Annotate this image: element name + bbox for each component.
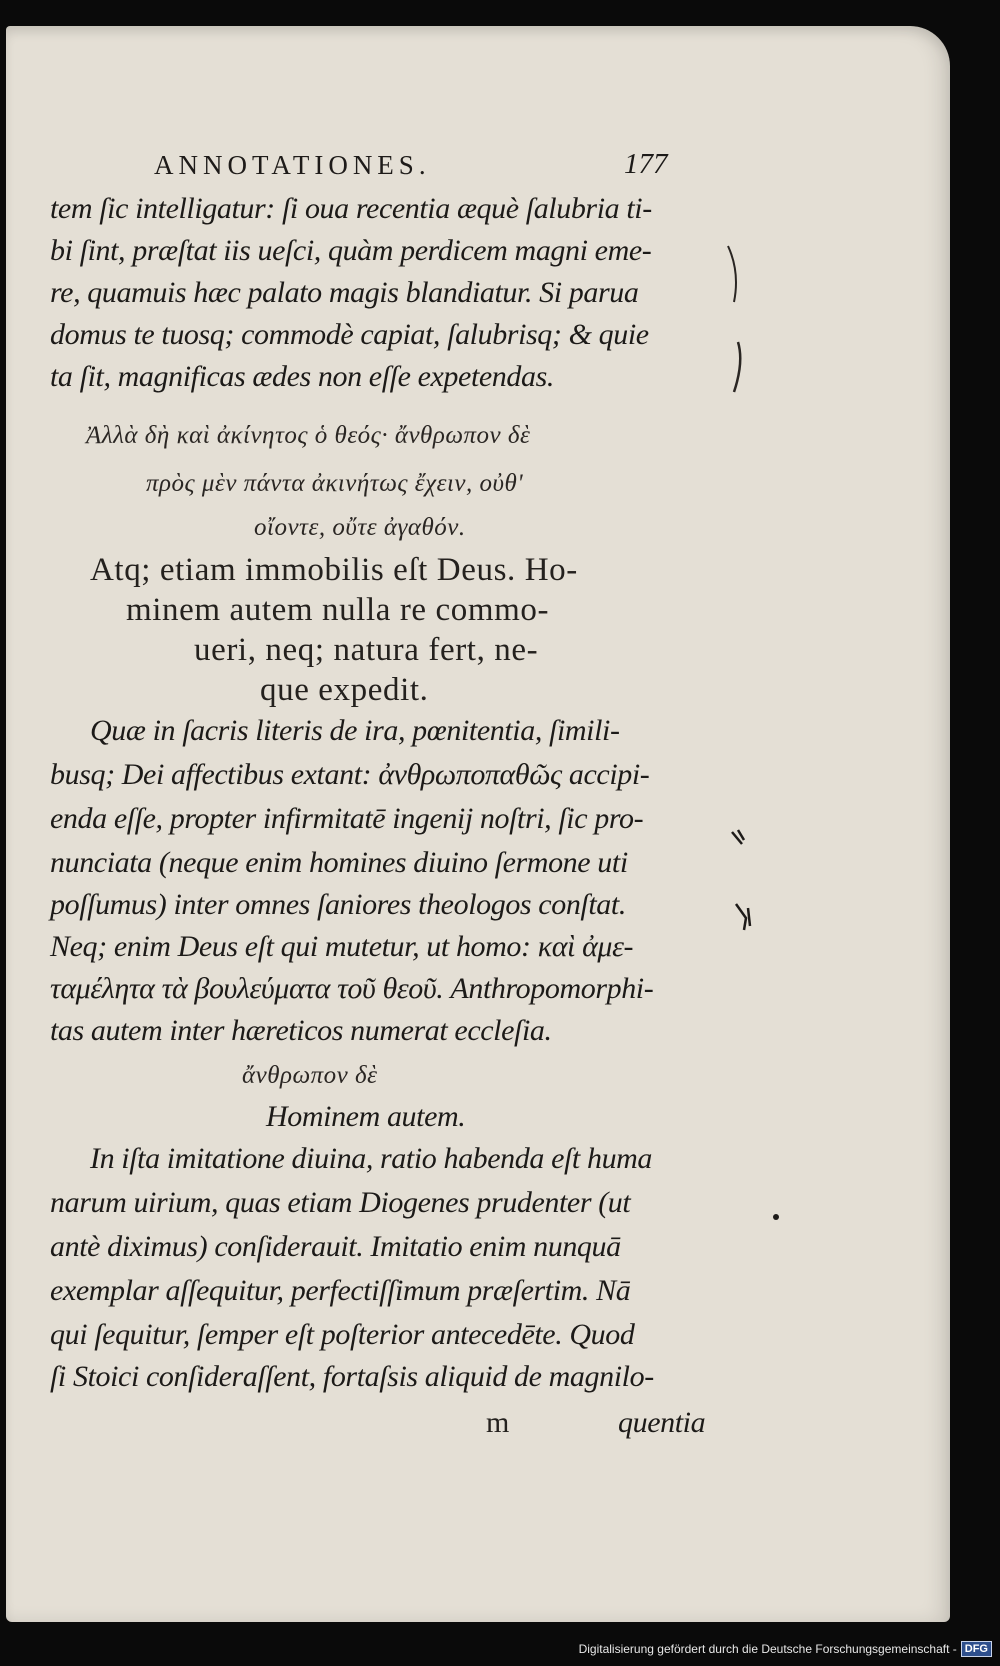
page-number: 177 <box>624 148 668 180</box>
greek-line: ἄνθρωπον δὲ <box>242 1062 378 1089</box>
margin-bracket-mark <box>722 242 752 402</box>
text-line: bi ſint, præſtat iis ueſci, quàm perdicem magni eme- <box>50 234 652 267</box>
greek-line: πρὸς μὲν πάντα ἀκινήτως ἔχειν, οὐθ' <box>146 470 524 497</box>
text-line: poſſumus) inter omnes ſaniores theologos conſtat. <box>50 888 626 921</box>
margin-tick-mark <box>728 826 764 936</box>
text-line: narum uirium, quas etiam Diogenes prudenter (ut <box>50 1186 631 1219</box>
text-line: tem ſic intelligatur: ſi oua recentia æquè ſalubria ti- <box>50 192 652 225</box>
margin-dot-mark <box>771 1212 781 1222</box>
dfg-logo: DFG <box>961 1641 992 1657</box>
text-line: que expedit. <box>260 672 429 708</box>
text-line: Atq; etiam immobilis eſt Deus. Ho- <box>90 552 578 588</box>
text-line: domus te tuosq; commodè capiat, ſalubrisq; & quie <box>50 318 649 351</box>
text-line: In iſta imitatione diuina, ratio habenda eſt huma <box>90 1142 653 1175</box>
text-line: tas autem inter hæreticos numerat eccleſia. <box>50 1014 552 1047</box>
text-line: qui ſequitur, ſemper eſt poſterior antecedēte. Quod <box>50 1318 635 1351</box>
text-line: Neq; enim Deus eſt qui mutetur, ut homo: καὶ ἀμε- <box>50 930 634 963</box>
footer-credit <box>579 1638 992 1660</box>
catchword: quentia <box>618 1406 706 1439</box>
text-line: ταμέλητα τὰ βουλεύματα τοῦ θεοῦ. Anthropomorphi- <box>50 972 654 1005</box>
text-line: re, quamuis hæc palato magis blandiatur. Si parua <box>50 276 639 309</box>
text-line: ſi Stoici conſideraſſent, fortaſsis aliquid de magnilo- <box>50 1360 654 1393</box>
running-title: ANNOTATIONES. <box>154 150 431 180</box>
text-line: enda eſſe, propter infirmitatē ingenij noſtri, ſic pro- <box>50 802 644 835</box>
text-line: Hominem autem. <box>266 1100 466 1133</box>
text-line: antè diximus) conſiderauit. Imitatio enim nunquā <box>50 1230 621 1263</box>
text-line: ta ſit, magnificas ædes non eſſe expetendas. <box>50 360 554 393</box>
signature-mark: m <box>486 1406 510 1439</box>
greek-line: Ἀλλὰ δὴ καὶ ἀκίνητος ὁ θεός· ἄνθρωπον δὲ <box>86 422 531 449</box>
footer-text: Digitalisierung gefördert durch die Deutsche Forschungsgemeinschaft - <box>578 1642 957 1656</box>
text-line: ueri, neq; natura fert, ne- <box>194 632 539 668</box>
text-line: minem autem nulla re commo- <box>126 592 550 628</box>
text-line: exemplar aſſequitur, perfectiſſimum præſertim. Nā <box>50 1274 631 1307</box>
text-line: Quæ in ſacris literis de ira, pœnitentia, ſimili- <box>90 714 620 747</box>
text-line: busq; Dei affectibus extant: ἀνθρωποπαθῶς accipi- <box>50 758 650 791</box>
greek-line: οἴοντε, οὔτε ἀγαθόν. <box>254 514 466 541</box>
book-page <box>6 26 950 1622</box>
text-line: nunciata (neque enim homines diuino ſermone uti <box>50 846 628 879</box>
